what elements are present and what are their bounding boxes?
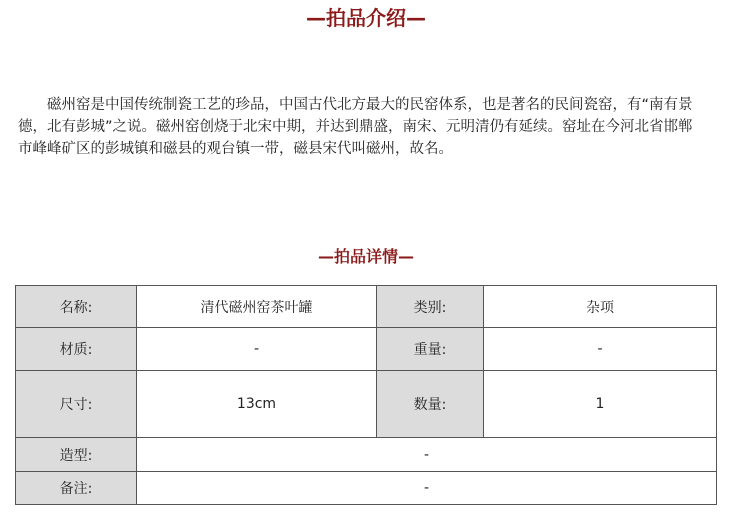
remark-value: - <box>137 472 717 505</box>
shape-label: 造型: <box>16 438 137 472</box>
category-label: 类别: <box>377 286 484 328</box>
category-value: 杂项 <box>484 286 717 328</box>
details-table <box>15 285 717 505</box>
name-label: 名称: <box>16 286 137 328</box>
table-row <box>16 472 717 505</box>
table-row <box>16 438 717 472</box>
quantity-value: 1 <box>484 371 717 438</box>
remark-label: 备注: <box>16 472 137 505</box>
weight-label: 重量: <box>377 328 484 371</box>
intro-section-title: —拍品介绍— <box>306 6 426 30</box>
details-section-title: —拍品详情— <box>317 247 414 266</box>
weight-value: - <box>484 328 717 371</box>
size-label: 尺寸: <box>16 371 137 438</box>
quantity-label: 数量: <box>377 371 484 438</box>
name-value: 清代磁州窑茶叶罐 <box>137 286 377 328</box>
size-value: 13cm <box>137 371 377 438</box>
shape-value: - <box>137 438 717 472</box>
table-row <box>16 328 717 371</box>
table-row <box>16 286 717 328</box>
material-value: - <box>137 328 377 371</box>
material-label: 材质: <box>16 328 137 371</box>
intro-paragraph: 磁州窑是中国传统制瓷工艺的珍品，中国古代北方最大的民窑体系，也是著名的民间瓷窑，有“南有景德，北有彭城”之说。磁州窑创烧于北宋中期，并达到鼎盛，南宋、元明清仍有延续。窑址在今河北省邯郸市峰峰矿区的彭城镇和磁县的观台镇一带，磁县宋代叫磁州，故名。 <box>18 97 693 157</box>
table-row <box>16 371 717 438</box>
